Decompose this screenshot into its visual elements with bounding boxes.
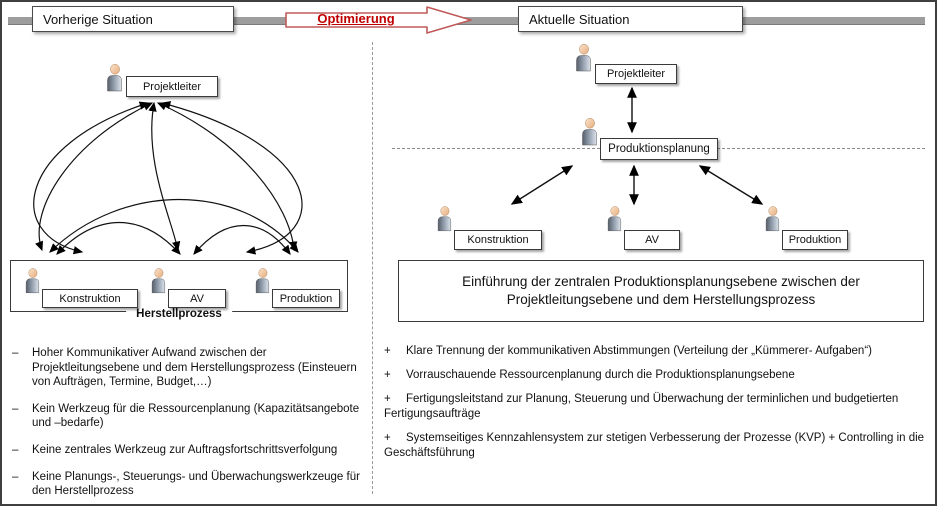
previous-situation-title-box xyxy=(32,6,234,32)
summary-box xyxy=(398,260,924,322)
current-situation-title: Aktuelle Situation xyxy=(529,11,630,27)
right-produktion-label xyxy=(782,230,848,250)
benefit-item xyxy=(384,368,932,383)
left-issue-list xyxy=(12,346,364,506)
issue-item xyxy=(12,443,364,458)
current-situation-title-box xyxy=(518,6,743,32)
benefit-item xyxy=(384,344,932,359)
left-produktion-text: Produktion xyxy=(279,292,333,305)
left-projektleiter-text: Projektleiter xyxy=(142,80,202,93)
benefit-item xyxy=(384,392,932,422)
right-benefit-list xyxy=(384,344,932,470)
person-icon xyxy=(148,268,168,294)
person-icon xyxy=(604,206,624,232)
issue-item xyxy=(12,470,364,499)
left-konstruktion-label xyxy=(42,289,138,308)
bullet-marker: + xyxy=(384,368,391,381)
right-av-text: AV xyxy=(645,234,659,246)
bullet-marker: + xyxy=(384,345,391,357)
hierarchy-arrows xyxy=(374,82,929,212)
right-projektleiter-label xyxy=(595,64,677,84)
bullet-marker: – xyxy=(12,402,19,415)
issue-item xyxy=(12,402,364,431)
bullet-text: Fertigungsleitstand zur Planung, Steuerung und Überwachung der terminlichen und budgetierten Fertigungsaufträge xyxy=(384,392,899,420)
previous-situation-title: Vorherige Situation xyxy=(43,11,153,27)
left-konstruktion-text: Konstruktion xyxy=(59,292,121,305)
issue-item xyxy=(12,346,364,390)
optimization-label: Optimierung xyxy=(317,11,395,26)
produktionsplanung-text: Produktionsplanung xyxy=(608,143,710,155)
right-produktion-text: Produktion xyxy=(788,234,842,246)
bullet-text: Kein Werkzeug für die Ressourcenplanung (Kapazitätsangebote und –bedarfe) xyxy=(32,402,360,430)
person-icon xyxy=(434,206,454,232)
bullet-marker: + xyxy=(384,392,391,405)
right-av-label xyxy=(624,230,680,250)
vertical-divider xyxy=(372,42,373,494)
person-icon xyxy=(252,268,272,294)
communication-arrows xyxy=(2,100,372,262)
right-konstruktion-text: Konstruktion xyxy=(467,234,529,246)
bullet-text: Keine zentrales Werkzeug zur Auftragsfortschrittsverfolgung xyxy=(32,443,338,456)
right-projektleiter-text: Projektleiter xyxy=(606,68,666,80)
bullet-marker: + xyxy=(384,431,391,444)
person-icon xyxy=(762,206,782,232)
bullet-marker: – xyxy=(12,470,19,483)
person-icon xyxy=(22,268,42,294)
bullet-marker: – xyxy=(12,347,19,359)
left-av-text: AV xyxy=(190,292,204,305)
person-icon xyxy=(103,64,125,92)
left-av-label xyxy=(168,289,226,308)
bullet-text: Keine Planungs-, Steuerungs- und Überwachungswerkzeuge für den Herstellprozess xyxy=(32,470,360,498)
summary-text: Einführung der zentralen Produktionsplanungsebene zwischen der Projektleitungsebene und dem Herstellungsprozess xyxy=(462,273,860,307)
bullet-text: Vorrauschauende Ressourcenplanung durch die Produktionsplanungsebene xyxy=(406,368,795,381)
left-projektleiter-label xyxy=(126,76,218,97)
bullet-text: Hoher Kommunikativer Aufwand zwischen der Projektleitungsebene und dem Herstellungsprozess (Einsteuern von Aufträgen, Termine, Budget,…) xyxy=(32,347,357,389)
right-konstruktion-label xyxy=(454,230,542,250)
bullet-marker: – xyxy=(12,443,19,456)
bullet-text: Systemseitiges Kennzahlensystem zur stetigen Verbesserung der Prozesse (KVP) + Controlling in die Geschäftsführung xyxy=(384,431,925,459)
person-icon xyxy=(572,44,594,72)
left-produktion-label xyxy=(272,289,340,308)
herstellprozess-label: Herstellprozess xyxy=(126,308,232,320)
benefit-item xyxy=(384,431,932,461)
bullet-text: Klare Trennung der kommunikativen Abstimmungen (Verteilung der „Kümmerer- Aufgaben“) xyxy=(406,345,872,357)
